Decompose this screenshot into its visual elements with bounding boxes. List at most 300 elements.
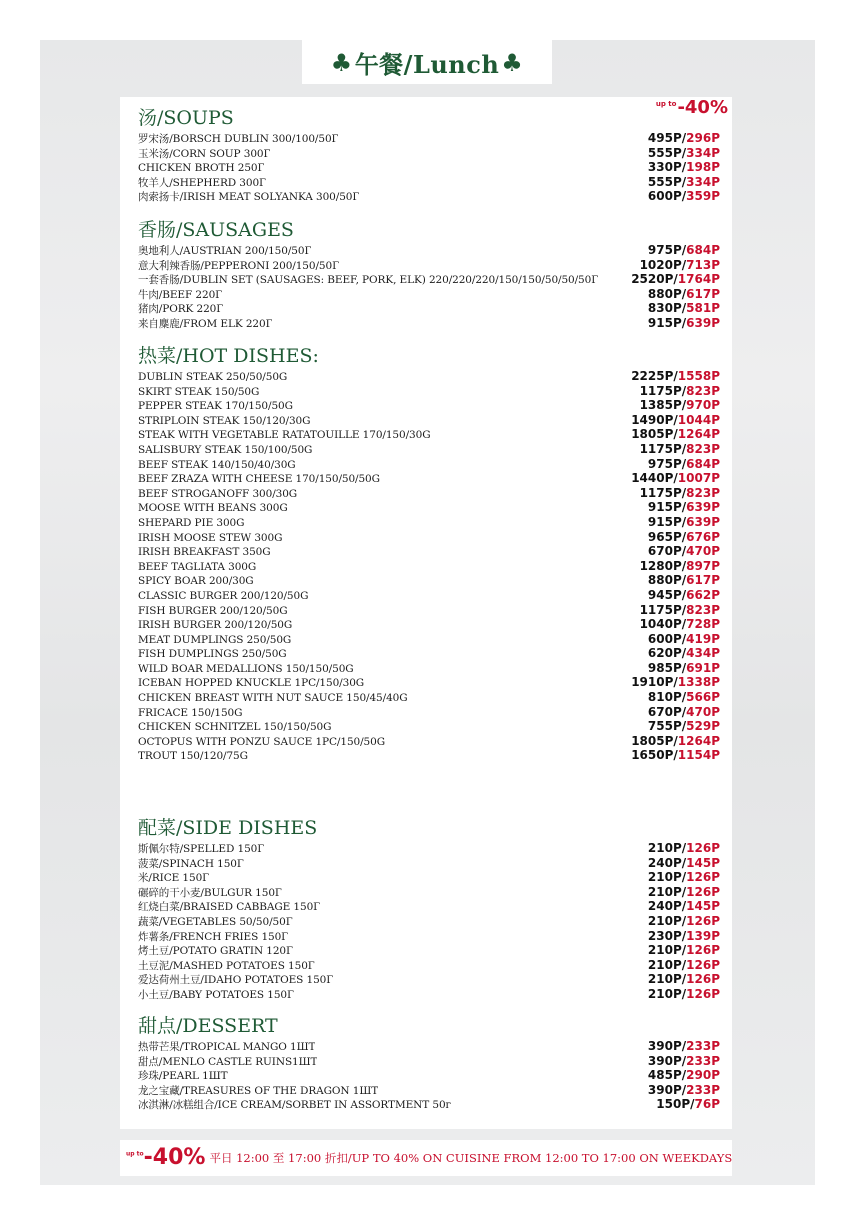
discount-badge-prefix: up to — [655, 100, 677, 108]
menu-item — [138, 272, 720, 287]
discount-price: 662Р — [686, 587, 720, 602]
discount-price: 1558Р — [677, 369, 720, 383]
discount-price: 126Р — [686, 986, 720, 1001]
discount-price: 126Р — [686, 913, 720, 928]
menu-item — [138, 734, 720, 749]
regular-price: 1040Р — [639, 617, 682, 632]
discount-price: 1264Р — [677, 427, 720, 442]
menu-item-price — [631, 734, 720, 749]
discount-price: 126Р — [686, 943, 720, 958]
regular-price: 670Р — [647, 704, 682, 719]
discount-price: 713Р — [686, 257, 720, 272]
price-separator: / — [681, 841, 687, 855]
menu-item — [138, 160, 720, 175]
price-separator: / — [681, 660, 687, 675]
menu-item-name: IRISH BREAKFAST 350G — [138, 546, 271, 559]
discount-price: 233Р — [686, 1039, 720, 1053]
price-separator: / — [681, 943, 687, 958]
regular-price: 210Р — [647, 972, 682, 987]
regular-price: 390Р — [647, 1039, 682, 1053]
menu-item — [138, 316, 720, 331]
discount-price: 728Р — [686, 617, 720, 632]
footer-badge-prefix: up to — [126, 1150, 144, 1158]
regular-price: 1910Р — [631, 675, 674, 690]
menu-item-price — [648, 899, 720, 914]
regular-price: 830Р — [647, 301, 682, 316]
clover-icon: ♣ — [501, 47, 524, 77]
regular-price: 985Р — [647, 660, 682, 675]
price-separator: / — [673, 369, 678, 383]
menu-item — [138, 588, 720, 603]
menu-item — [138, 471, 720, 486]
price-separator: / — [681, 972, 687, 987]
discount-badge-value: -40% — [677, 97, 728, 118]
section-title: 甜点/DESSERT — [138, 1015, 278, 1037]
regular-price: 975Р — [647, 456, 682, 471]
regular-price: 495Р — [647, 131, 682, 145]
menu-item — [138, 427, 720, 442]
menu-item — [138, 544, 720, 559]
menu-item — [138, 675, 720, 690]
price-separator: / — [673, 412, 678, 427]
price-separator: / — [681, 631, 687, 646]
menu-item — [138, 841, 720, 856]
discount-price: 290Р — [686, 1068, 720, 1083]
price-separator: / — [681, 986, 687, 1001]
regular-price: 1175Р — [639, 485, 682, 500]
menu-item-price — [631, 748, 720, 763]
price-separator: / — [681, 145, 687, 160]
menu-item-name: 牛肉/BEEF 220Г — [138, 288, 222, 301]
menu-item-price — [648, 929, 720, 944]
regular-price: 1490Р — [631, 412, 674, 427]
regular-price: 210Р — [647, 913, 682, 928]
menu-item — [138, 258, 720, 273]
regular-price: 1175Р — [639, 441, 682, 456]
price-separator: / — [673, 748, 678, 763]
price-separator: / — [681, 301, 687, 316]
regular-price: 210Р — [647, 884, 682, 899]
menu-item-name: 来自麋鹿/FROM ELK 220Г — [138, 317, 273, 330]
discount-price: 823Р — [686, 441, 720, 456]
menu-item — [138, 1039, 720, 1054]
menu-item — [138, 442, 720, 457]
price-separator: / — [681, 243, 687, 257]
footer-promo — [120, 1140, 732, 1176]
regular-price: 915Р — [647, 500, 682, 515]
menu-item — [138, 719, 720, 734]
menu-item-price — [648, 160, 720, 175]
menu-item-price — [648, 1054, 720, 1069]
discount-price: 1154Р — [677, 748, 720, 763]
regular-price: 755Р — [647, 719, 682, 734]
menu-item-price — [648, 189, 720, 204]
menu-item-price — [640, 486, 720, 501]
menu-item-name: BEEF TAGLIATA 300G — [138, 560, 257, 573]
menu-item — [138, 885, 720, 900]
menu-item-price — [631, 427, 720, 442]
discount-price: 897Р — [686, 558, 720, 573]
menu-item — [138, 1097, 720, 1112]
menu-item-price — [631, 675, 720, 690]
menu-item-price — [648, 588, 720, 603]
discount-price: 470Р — [686, 544, 720, 559]
discount-price: 1044Р — [677, 412, 720, 427]
price-separator: / — [681, 1068, 687, 1083]
menu-item-price — [631, 413, 720, 428]
price-separator: / — [690, 1097, 695, 1112]
price-separator: / — [681, 602, 687, 617]
menu-item-name: 冰淇淋/冰糕组合/ICE CREAM/SORBET IN ASSORTMENT 50г — [138, 1099, 451, 1112]
price-separator: / — [681, 315, 687, 330]
menu-item-name: WILD BOAR MEDALLIONS 150/150/50G — [138, 662, 354, 675]
section-title: 汤/SOUPS — [138, 107, 234, 129]
discount-price: 145Р — [686, 855, 720, 870]
discount-price: 419Р — [686, 631, 720, 646]
menu-item-price — [648, 632, 720, 647]
price-separator: / — [681, 957, 687, 972]
price-separator: / — [681, 500, 687, 515]
discount-price: 684Р — [686, 243, 720, 257]
section-side-dishes — [138, 817, 720, 1002]
price-separator: / — [681, 174, 687, 189]
price-separator: / — [681, 286, 687, 301]
menu-item-price — [648, 544, 720, 559]
menu-item-name: CLASSIC BURGER 200/120/50G — [138, 589, 309, 602]
menu-item — [138, 131, 720, 146]
menu-item-name: SHEPARD PIE 300G — [138, 516, 245, 529]
price-separator: / — [681, 704, 687, 719]
menu-item — [138, 398, 720, 413]
menu-item-price — [640, 603, 720, 618]
regular-price: 880Р — [647, 286, 682, 301]
page-title — [302, 40, 552, 84]
menu-item — [138, 500, 720, 515]
menu-item-name: MEAT DUMPLINGS 250/50G — [138, 633, 292, 646]
footer-badge-value: -40% — [143, 1145, 206, 1170]
regular-price: 915Р — [647, 514, 682, 529]
menu-item — [138, 189, 720, 204]
menu-item-price — [648, 500, 720, 515]
menu-item-name: OCTOPUS WITH PONZU SAUCE 1PC/150/50G — [138, 735, 386, 748]
menu-item-name: 肉索扬卡/IRISH MEAT SOLYANKA 300/50Г — [138, 191, 360, 204]
menu-item-name: FRICACE 150/150G — [138, 706, 243, 719]
menu-item-price — [648, 646, 720, 661]
menu-item-name: 爱达荷州土豆/IDAHO POTATOES 150Г — [138, 974, 334, 987]
price-separator: / — [681, 690, 687, 705]
discount-price: 823Р — [686, 383, 720, 398]
menu-item — [138, 1054, 720, 1069]
discount-price: 296Р — [686, 131, 720, 145]
price-separator: / — [673, 733, 678, 748]
regular-price: 975Р — [647, 243, 682, 257]
price-separator: / — [681, 884, 687, 899]
menu-item — [138, 559, 720, 574]
menu-item — [138, 301, 720, 316]
price-separator: / — [681, 617, 687, 632]
regular-price: 1805Р — [631, 733, 674, 748]
discount-price: 639Р — [686, 500, 720, 515]
menu-item — [138, 690, 720, 705]
menu-item-name: 猪肉/PORK 220Г — [138, 303, 224, 316]
regular-price: 330Р — [647, 160, 682, 175]
discount-price: 139Р — [686, 928, 720, 943]
regular-price: 230Р — [647, 928, 682, 943]
menu-item-price — [648, 457, 720, 472]
menu-item — [138, 1083, 720, 1098]
discount-price: 76Р — [694, 1097, 720, 1112]
regular-price: 2520Р — [631, 272, 674, 287]
menu-item-price — [648, 856, 720, 871]
menu-item — [138, 972, 720, 987]
regular-price: 620Р — [647, 646, 682, 661]
regular-price: 390Р — [647, 1082, 682, 1097]
menu-item-name: STRIPLOIN STEAK 150/120/30G — [138, 414, 311, 427]
menu-item — [138, 413, 720, 428]
menu-item-name: CHICKEN BROTH 250Г — [138, 162, 265, 175]
menu-item-price — [648, 972, 720, 987]
discount-price: 126Р — [686, 841, 720, 855]
discount-price: 334Р — [686, 174, 720, 189]
regular-price: 210Р — [647, 957, 682, 972]
section-dessert — [138, 1015, 720, 1112]
menu-item — [138, 987, 720, 1002]
regular-price: 915Р — [647, 315, 682, 330]
menu-item-price — [631, 369, 720, 384]
price-separator: / — [681, 1082, 687, 1097]
discount-price: 233Р — [686, 1082, 720, 1097]
menu-item-price — [631, 471, 720, 486]
menu-item-name: 蔬菜/VEGETABLES 50/50/50Г — [138, 915, 293, 928]
regular-price: 485Р — [647, 1068, 682, 1083]
regular-price: 1175Р — [639, 602, 682, 617]
discount-price: 1764Р — [677, 272, 720, 287]
price-separator: / — [681, 1039, 687, 1053]
menu-item-price — [648, 719, 720, 734]
menu-card — [120, 97, 732, 1129]
discount-price: 434Р — [686, 646, 720, 661]
menu-item — [138, 369, 720, 384]
menu-item-price — [648, 131, 720, 146]
price-separator: / — [681, 456, 687, 471]
footer-promo-text: 平日 12:00 至 17:00 折扣/UP TO 40% ON CUISINE FROM 12:00 TO 17:00 ON WEEKDAYS — [209, 1151, 733, 1165]
menu-item-name: CHICKEN BREAST WITH NUT SAUCE 150/45/40G — [138, 692, 408, 705]
menu-item-price — [648, 987, 720, 1002]
discount-price: 639Р — [686, 514, 720, 529]
regular-price: 810Р — [647, 690, 682, 705]
menu-item-name: 一套香肠/DUBLIN SET (SAUSAGES: BEEF, PORK, ELK) 220/220/220/150/150/50/50/50Г — [138, 274, 599, 287]
menu-item-name: IRISH BURGER 200/120/50G — [138, 619, 293, 632]
discount-price: 617Р — [686, 573, 720, 588]
price-separator: / — [673, 427, 678, 442]
menu-item-price — [648, 870, 720, 885]
menu-item-name: BEEF STROGANOFF 300/30G — [138, 487, 298, 500]
price-separator: / — [681, 398, 687, 413]
price-separator: / — [681, 587, 687, 602]
price-separator: / — [673, 471, 678, 486]
price-separator: / — [681, 131, 687, 145]
menu-item — [138, 287, 720, 302]
menu-item — [138, 856, 720, 871]
menu-item-price — [631, 272, 720, 287]
regular-price: 555Р — [647, 145, 682, 160]
menu-item-name: PEPPER STEAK 170/150/50G — [138, 400, 293, 413]
menu-item-price — [648, 316, 720, 331]
menu-item-name: BEEF STEAK 140/150/40/30G — [138, 458, 296, 471]
menu-item-price — [648, 1068, 720, 1083]
regular-price: 2225Р — [631, 369, 674, 383]
menu-item-name: 炸薯条/FRENCH FRIES 150Г — [138, 930, 289, 943]
price-separator: / — [681, 189, 687, 204]
menu-item-price — [640, 442, 720, 457]
menu-item — [138, 530, 720, 545]
price-separator: / — [681, 899, 687, 914]
discount-price: 1338Р — [677, 675, 720, 690]
regular-price: 555Р — [647, 174, 682, 189]
price-separator: / — [681, 441, 687, 456]
menu-item-price — [640, 258, 720, 273]
regular-price: 1440Р — [631, 471, 674, 486]
regular-price: 210Р — [647, 986, 682, 1001]
page-title-text: 午餐/Lunch — [354, 49, 500, 79]
menu-item-name: 小土豆/BABY POTATOES 150Г — [138, 988, 294, 1001]
price-separator: / — [681, 558, 687, 573]
price-separator: / — [681, 529, 687, 544]
menu-item-price — [640, 617, 720, 632]
price-separator: / — [681, 573, 687, 588]
regular-price: 1280Р — [639, 558, 682, 573]
menu-item-price — [648, 573, 720, 588]
menu-item — [138, 617, 720, 632]
menu-item — [138, 943, 720, 958]
menu-item-name: 斯佩尔特/SPELLED 150Г — [138, 843, 265, 855]
menu-item-name: SKIRT STEAK 150/50G — [138, 385, 260, 398]
menu-item-name: 米/RICE 150Г — [138, 872, 210, 885]
menu-item — [138, 603, 720, 618]
regular-price: 240Р — [647, 899, 682, 914]
menu-item-price — [648, 1083, 720, 1098]
menu-item-price — [640, 384, 720, 399]
item-list — [138, 131, 720, 204]
menu-item — [138, 646, 720, 661]
menu-item — [138, 457, 720, 472]
menu-item-name: MOOSE WITH BEANS 300G — [138, 502, 288, 515]
menu-item-price — [648, 301, 720, 316]
regular-price: 670Р — [647, 544, 682, 559]
regular-price: 1385Р — [639, 398, 682, 413]
section-soups — [138, 107, 720, 204]
regular-price: 210Р — [647, 870, 682, 885]
regular-price: 1175Р — [639, 383, 682, 398]
menu-item — [138, 384, 720, 399]
menu-item-price — [648, 958, 720, 973]
discount-price: 126Р — [686, 870, 720, 885]
discount-price: 126Р — [686, 957, 720, 972]
menu-item-price — [648, 841, 720, 856]
discount-price: 970Р — [686, 398, 720, 413]
discount-price: 676Р — [686, 529, 720, 544]
discount-price: 145Р — [686, 899, 720, 914]
menu-item-name: 菠菜/SPINACH 150Г — [138, 857, 244, 870]
menu-item-name: CHICKEN SCHNITZEL 150/150/50G — [138, 721, 332, 734]
menu-item-name: 玉米汤/CORN SOUP 300Г — [138, 147, 271, 160]
regular-price: 1650Р — [631, 748, 674, 763]
discount-price: 529Р — [686, 719, 720, 734]
section-sausages — [138, 219, 720, 331]
price-separator: / — [681, 160, 687, 175]
discount-price: 359Р — [686, 189, 720, 204]
discount-price: 581Р — [686, 301, 720, 316]
regular-price: 210Р — [647, 943, 682, 958]
menu-item-price — [648, 530, 720, 545]
menu-item — [138, 1068, 720, 1083]
regular-price: 210Р — [647, 841, 682, 855]
menu-item — [138, 899, 720, 914]
menu-item — [138, 870, 720, 885]
menu-item-price — [648, 1039, 720, 1054]
menu-item-name: DUBLIN STEAK 250/50/50G — [138, 371, 288, 383]
price-separator: / — [681, 485, 687, 500]
menu-item — [138, 929, 720, 944]
item-list — [138, 841, 720, 1002]
section-title: 香肠/SAUSAGES — [138, 219, 294, 241]
menu-item-price — [640, 559, 720, 574]
price-separator: / — [681, 719, 687, 734]
regular-price: 945Р — [647, 587, 682, 602]
discount-price: 823Р — [686, 602, 720, 617]
discount-price: 233Р — [686, 1053, 720, 1068]
regular-price: 1805Р — [631, 427, 674, 442]
menu-item — [138, 748, 720, 763]
item-list — [138, 1039, 720, 1112]
menu-item-name: 红烧白菜/BRAISED CABBAGE 150Г — [138, 901, 321, 914]
price-separator: / — [673, 272, 678, 287]
menu-item-name: SALISBURY STEAK 150/100/50G — [138, 443, 313, 456]
section-title: 热菜/HOT DISHES: — [138, 345, 319, 367]
price-separator: / — [681, 514, 687, 529]
item-list — [138, 243, 720, 331]
menu-item-price — [648, 705, 720, 720]
menu-item-name: FISH DUMPLINGS 250/50G — [138, 648, 287, 661]
menu-item-name: 龙之宝藏/TREASURES OF THE DRAGON 1ШТ — [138, 1084, 379, 1097]
price-separator: / — [673, 675, 678, 690]
price-separator: / — [681, 383, 687, 398]
discount-price: 126Р — [686, 884, 720, 899]
menu-item — [138, 243, 720, 258]
regular-price: 600Р — [647, 631, 682, 646]
section-hot-dishes — [138, 345, 720, 763]
menu-item — [138, 146, 720, 161]
price-separator: / — [681, 646, 687, 661]
item-list — [138, 369, 720, 763]
regular-price: 240Р — [647, 855, 682, 870]
discount-price: 126Р — [686, 972, 720, 987]
menu-item-name: TROUT 150/120/75G — [138, 750, 248, 763]
menu-item-name: 奥地利人/AUSTRIAN 200/150/50Г — [138, 245, 312, 257]
menu-item — [138, 175, 720, 190]
menu-item — [138, 705, 720, 720]
regular-price: 390Р — [647, 1053, 682, 1068]
menu-item-name: 甜点/MENLO CASTLE RUINS1ШТ — [138, 1055, 318, 1068]
menu-item — [138, 661, 720, 676]
price-separator: / — [681, 544, 687, 559]
regular-price: 1020Р — [639, 257, 682, 272]
menu-item-name: SPICY BOAR 200/30G — [138, 575, 254, 588]
menu-item-price — [648, 287, 720, 302]
menu-item-name: IRISH MOOSE STEW 300G — [138, 531, 283, 544]
price-separator: / — [681, 257, 687, 272]
menu-item-name: 罗宋汤/BORSCH DUBLIN 300/100/50Г — [138, 133, 339, 145]
